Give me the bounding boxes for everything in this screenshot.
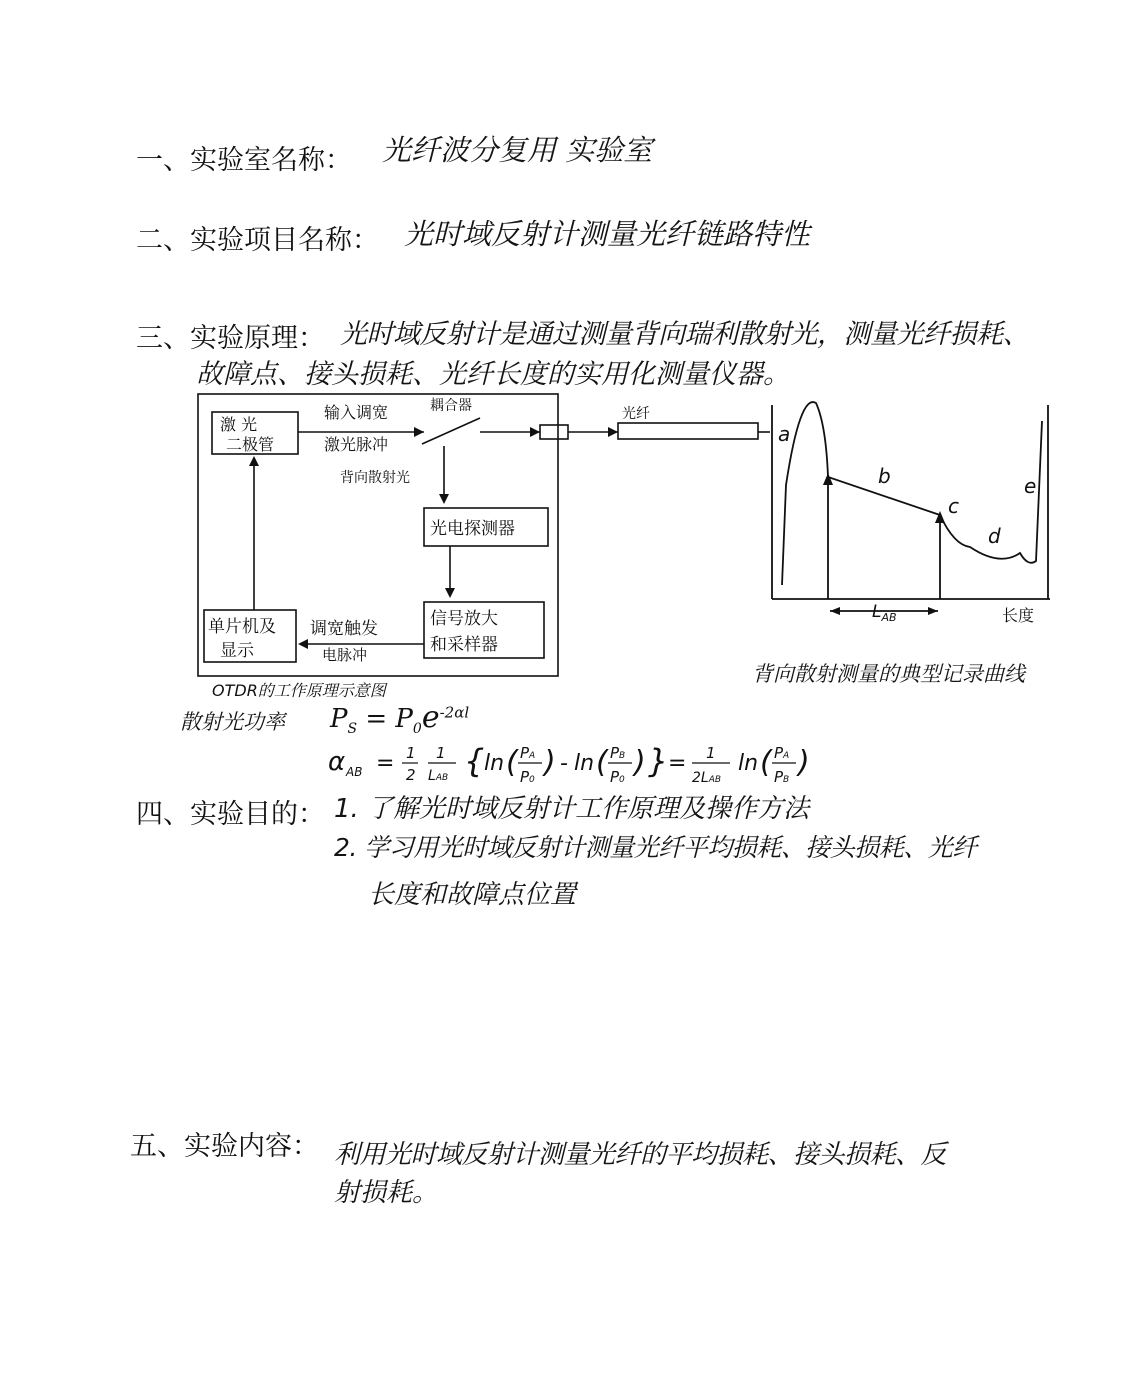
otdr-block-diagram (190, 390, 770, 705)
ps-sub: S (347, 721, 358, 738)
svg-text:): ) (544, 745, 556, 780)
backscatter-label: 背向散射光 (340, 470, 410, 486)
coupler-label: 耦合器 (430, 398, 472, 414)
ln-1: ln (484, 751, 505, 776)
svg-text:}: } (648, 742, 669, 780)
alpha-symbol: α (328, 747, 346, 777)
p0-rhs: = P (357, 704, 413, 734)
section-1-label: 一、实验室名称： (136, 145, 352, 176)
trigger-label-2: 电脉冲 (322, 646, 368, 664)
svg-text:(: ( (506, 745, 518, 780)
section-2-value: 光时域反射计测量光纤链路特性 (404, 217, 811, 251)
curve-label-b: b (878, 464, 891, 488)
curve-xlabel: 长度 (1002, 606, 1035, 625)
curve-label-a: a (778, 422, 791, 446)
section-4-item-1: 1. 了解光时域反射计工作原理及操作方法 (334, 794, 810, 824)
half-num: 1 (406, 744, 416, 762)
two-l-num: 1 (706, 744, 716, 762)
arrow-to-detector (439, 494, 449, 504)
svg-text:P0: P0 (610, 768, 625, 786)
section-3-line-1: 光时域反射计是通过测量背向瑞利散射光，测量光纤损耗、 (340, 319, 1029, 350)
exp-e: e (421, 700, 440, 735)
alpha-sub: AB (346, 765, 363, 779)
section-3-line-2: 故障点、接头损耗、光纤长度的实用化测量仪器。 (196, 359, 790, 390)
arrow-to-laser (249, 456, 259, 466)
arrow-to-mcu (298, 639, 308, 649)
power-formula (330, 700, 469, 737)
amplifier-label-2: 和采样器 (430, 635, 498, 655)
section-5-label: 五、实验内容： (130, 1131, 319, 1162)
svg-text:LAB: LAB (428, 768, 449, 784)
exp-sup: -2αl (439, 703, 470, 722)
fiber-label: 光纤 (622, 406, 650, 422)
section-4-item-2b: 长度和故障点位置 (368, 880, 577, 910)
svg-text:-: - (560, 751, 568, 776)
svg-text:PB: PB (610, 744, 626, 762)
arrow-to-connector (530, 427, 540, 437)
section-3-label: 三、实验原理： (136, 323, 325, 354)
inv-num: 1 (436, 744, 446, 762)
mcu-label-2: 显示 (220, 641, 254, 661)
drive-label-1: 输入调宽 (324, 403, 389, 422)
coupler-line (422, 418, 480, 444)
trigger-label-1: 调宽触发 (310, 619, 378, 639)
svg-text:(: ( (760, 745, 772, 780)
power-label: 散射光功率 (180, 710, 285, 734)
svg-text:=: = (376, 751, 395, 776)
fiber-box (618, 423, 758, 439)
curve-caption: 背向散射测量的典型记录曲线 (752, 662, 1025, 686)
half-den: 2 (406, 766, 416, 784)
ps-symbol: P (330, 704, 348, 734)
curve-label-e: e (1024, 474, 1037, 498)
svg-text:{: { (464, 742, 485, 780)
svg-text:P0: P0 (520, 768, 535, 786)
svg-text:): ) (798, 745, 810, 780)
svg-text:PA: PA (520, 744, 536, 762)
svg-text:2LAB: 2LAB (692, 770, 722, 786)
detector-label: 光电探测器 (430, 519, 515, 539)
arrow-to-amplifier (445, 588, 455, 598)
section-5-line-2: 射损耗。 (334, 1178, 439, 1208)
section-5-line-1: 利用光时域反射计测量光纤的平均损耗、接头损耗、反 (334, 1140, 947, 1170)
ln-3: ln (738, 751, 759, 776)
svg-text:PA: PA (774, 744, 790, 762)
section-1-value: 光纤波分复用 实验室 (382, 133, 653, 167)
section-4-item-2a: 2. 学习用光时域反射计测量光纤平均损耗、接头损耗、光纤 (334, 833, 977, 862)
p0-rhs-sub: 0 (412, 721, 422, 738)
amplifier-label-1: 信号放大 (430, 609, 498, 629)
svg-text:(: ( (596, 745, 608, 780)
connector-box (540, 425, 568, 439)
mcu-label-1: 单片机及 (208, 617, 276, 637)
diagram-caption: OTDR的工作原理示意图 (212, 681, 386, 700)
curve-lab-label: $L_{AB}$ (872, 602, 897, 624)
backscatter-curve (760, 395, 1080, 665)
svg-text:=: = (668, 751, 687, 776)
drive-label-2: 激光脉冲 (324, 435, 389, 454)
laser-label-1: 激 光 (220, 415, 258, 434)
section-4-label: 四、实验目的： (136, 799, 325, 830)
svg-text:): ) (634, 745, 646, 780)
curve-label-c: c (948, 494, 959, 518)
ln-2: ln (574, 751, 595, 776)
laser-label-2: 二极管 (226, 435, 275, 454)
alpha-formula (326, 738, 846, 790)
arrow-to-fiber (608, 427, 618, 437)
arrow-to-coupler (414, 427, 424, 437)
curve-label-d: d (988, 524, 1001, 548)
curve-trace (782, 402, 1042, 585)
section-2-label: 二、实验项目名称： (136, 225, 379, 256)
svg-text:PB: PB (774, 768, 790, 786)
